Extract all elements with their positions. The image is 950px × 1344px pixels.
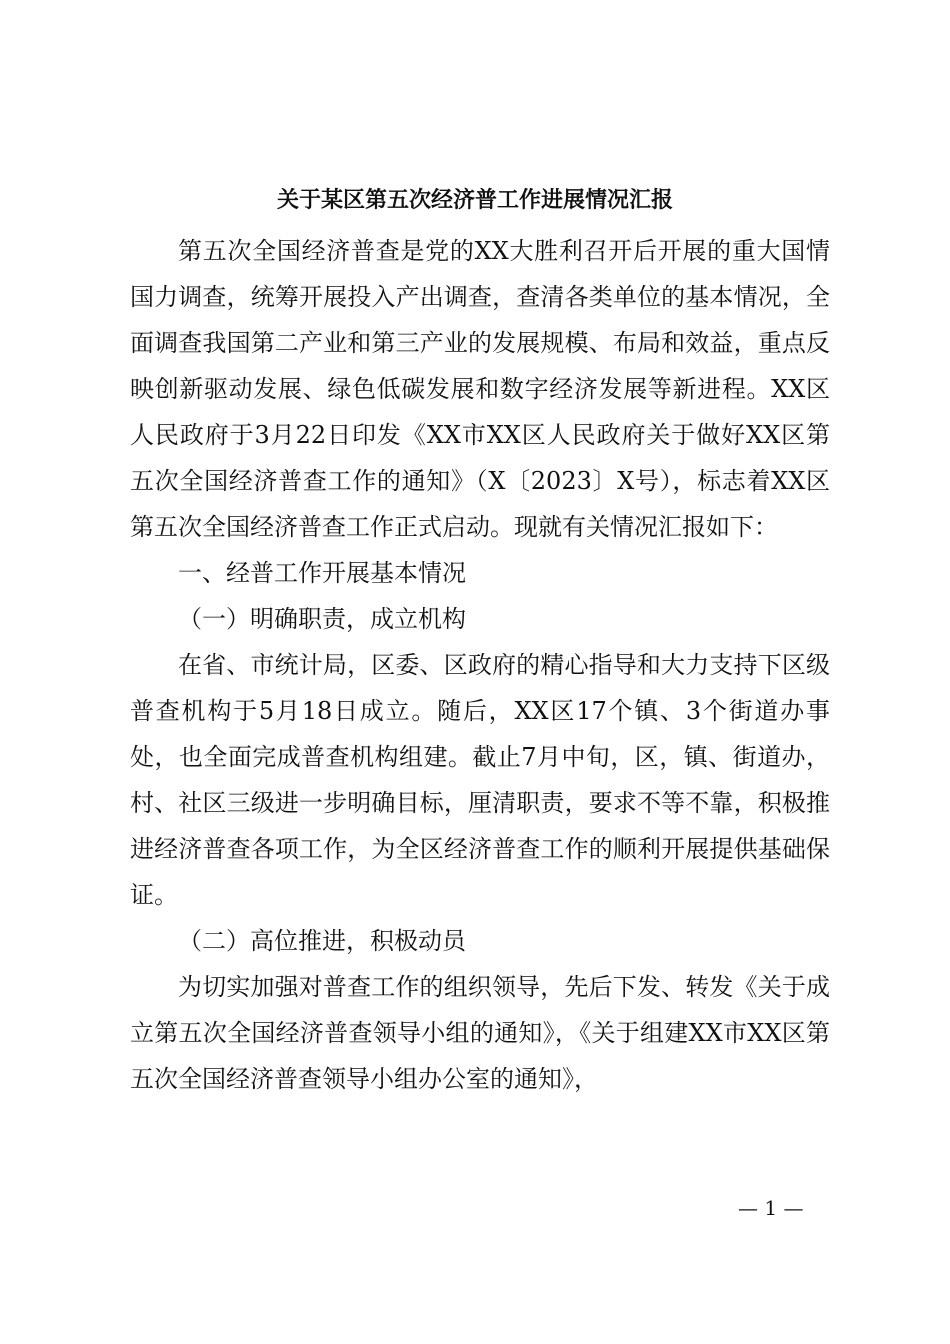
subheading-2: （二）高位推进，积极动员	[178, 927, 466, 955]
document-title: 关于某区第五次经济普工作进展情况汇报	[276, 187, 673, 213]
subheading-1: （一）明确职责，成立机构	[178, 605, 466, 633]
intro-paragraph: 第五次全国经济普查是党的XX大胜利召开后开展的重大国情国力调查，统筹开展投入产出调查，查清各类单位的基本情况，全面调查我国第二产业和第三产业的发展规模、布局和效益，重点反映创新驱动发展、绿色低碳发展和数字经济发展等新进程。XX区人民政府于3月22日印发《XX市XX区人民政府关于做好XX区第五次全国经济普查工作的通知》（X〔2023〕X号），标志着XX区第五次全国经济普查工作正式启动。现就有关情况汇报如下：	[130, 237, 830, 541]
paragraph-3: 为切实加强对普查工作的组织领导，先后下发、转发《关于成立第五次全国经济普查领导小组的通知》，《关于组建XX市XX区第五次全国经济普查领导小组办公室的通知》，	[130, 973, 830, 1093]
page-number: — 1 —	[738, 1196, 804, 1220]
document-body	[130, 228, 830, 1102]
section-heading-1: 一、经普工作开展基本情况	[178, 559, 466, 587]
paragraph-2: 在省、市统计局，区委、区政府的精心指导和大力支持下区级普查机构于5月18日成立。随后，XX区17个镇、3个街道办事处，也全面完成普查机构组建。截止7月中旬，区，镇、街道办，村、社区三级进一步明确目标，厘清职责，要求不等不靠，积极推进经济普查各项工作，为全区经济普查工作的顺利开展提供基础保证。	[130, 651, 830, 909]
